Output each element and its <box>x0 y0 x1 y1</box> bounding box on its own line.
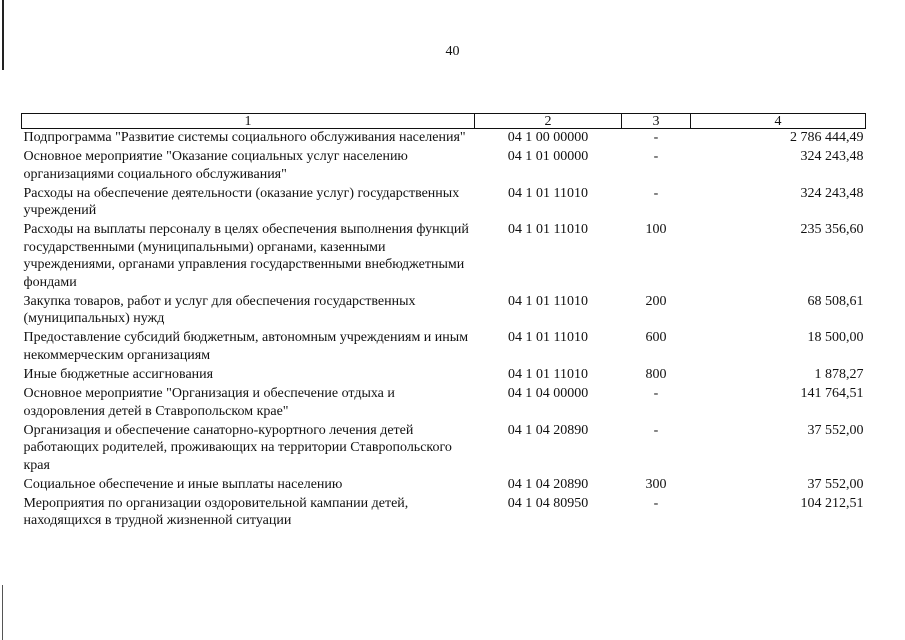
table-header-row <box>22 114 866 129</box>
row-code-cell: 04 1 04 20890 <box>507 422 589 438</box>
row-code-cell: 04 1 01 00000 <box>507 149 589 165</box>
row-code-cell: 04 1 01 11010 <box>508 185 588 201</box>
row-name-cell: Подпрограмма "Развитие системы социального обслуживания населения" <box>23 130 466 145</box>
column-header-type: 3 <box>622 114 691 129</box>
row-type-cell: 600 <box>645 330 667 346</box>
scan-edge-line <box>2 585 3 640</box>
row-name-cell: Закупка товаров, работ и услуг для обеспечения государственных (муниципальных) нужд <box>23 293 416 327</box>
table-row <box>22 476 866 495</box>
page-number: 40 <box>445 44 460 59</box>
row-type-cell: - <box>653 185 659 201</box>
table-row <box>22 385 866 422</box>
column-header-name: 1 <box>22 114 475 129</box>
row-name-cell: Социальное обеспечение и иные выплаты населению <box>23 476 343 492</box>
row-name-cell: Организация и обеспечение санаторно-курортного лечения детей работающих родителей, проживающих на территории Ставропольского края <box>23 422 452 473</box>
table-row <box>22 148 866 185</box>
row-code-cell: 04 1 01 11010 <box>508 330 588 346</box>
row-type-cell: - <box>653 386 659 402</box>
row-amount-cell: 2 786 444,49 <box>790 130 864 145</box>
row-name-cell: Основное мероприятие "Организация и обеспечение отдыха и оздоровления детей в Ставропольском крае" <box>23 386 395 419</box>
table-row <box>22 293 866 330</box>
row-name-cell: Основное мероприятие "Оказание социальных услуг населению организациями социального обслуживания" <box>23 149 408 182</box>
row-name-cell: Предоставление субсидий бюджетным, автономным учреждениям и иным некоммерческим организациям <box>23 330 469 363</box>
table-row <box>22 185 866 222</box>
row-code-cell: 04 1 04 20890 <box>507 476 589 492</box>
row-amount-cell: 235 356,60 <box>800 222 864 238</box>
row-code-cell: 04 1 00 00000 <box>507 130 589 145</box>
row-type-cell: 200 <box>645 293 667 309</box>
row-type-cell: - <box>653 422 659 438</box>
row-amount-cell: 324 243,48 <box>800 185 864 201</box>
row-amount-cell: 68 508,61 <box>807 293 864 309</box>
table-row <box>22 221 866 293</box>
table-row <box>22 329 866 366</box>
table-row <box>22 495 866 532</box>
row-type-cell: 300 <box>645 476 667 492</box>
row-type-cell: - <box>653 149 659 165</box>
row-name-cell: Мероприятия по организации оздоровительной кампании детей, находящихся в трудной жизненной ситуации <box>23 495 409 529</box>
column-header-amount: 4 <box>691 114 866 129</box>
row-type-cell: - <box>653 495 659 511</box>
table-body <box>22 129 866 532</box>
row-name-cell: Иные бюджетные ассигнования <box>23 367 214 383</box>
row-amount-cell: 18 500,00 <box>807 330 864 346</box>
row-code-cell: 04 1 01 11010 <box>508 222 588 238</box>
row-name-cell: Расходы на обеспечение деятельности (оказание услуг) государственных учреждений <box>23 185 460 219</box>
row-amount-cell: 37 552,00 <box>807 476 864 492</box>
column-header-code: 2 <box>475 114 622 129</box>
row-amount-cell: 1 878,27 <box>814 367 864 383</box>
row-code-cell: 04 1 01 11010 <box>508 293 588 309</box>
row-name-cell: Расходы на выплаты персоналу в целях обеспечения выполнения функций государственными (муниципальными) органами, казенными учреждениями, органами управления государственными внебюджетными фондами <box>23 222 469 290</box>
row-amount-cell: 141 764,51 <box>800 386 864 402</box>
table-row <box>22 422 866 476</box>
row-amount-cell: 37 552,00 <box>807 422 864 438</box>
row-type-cell: 100 <box>645 222 667 238</box>
row-amount-cell: 324 243,48 <box>800 149 864 165</box>
row-amount-cell: 104 212,51 <box>800 495 864 511</box>
table-row <box>22 129 866 149</box>
row-type-cell: 800 <box>645 367 667 383</box>
budget-table <box>21 113 866 532</box>
row-code-cell: 04 1 04 80950 <box>507 495 589 511</box>
table-row <box>22 366 866 385</box>
row-code-cell: 04 1 04 00000 <box>507 386 589 402</box>
row-code-cell: 04 1 01 11010 <box>508 367 588 383</box>
row-type-cell: - <box>653 130 659 145</box>
